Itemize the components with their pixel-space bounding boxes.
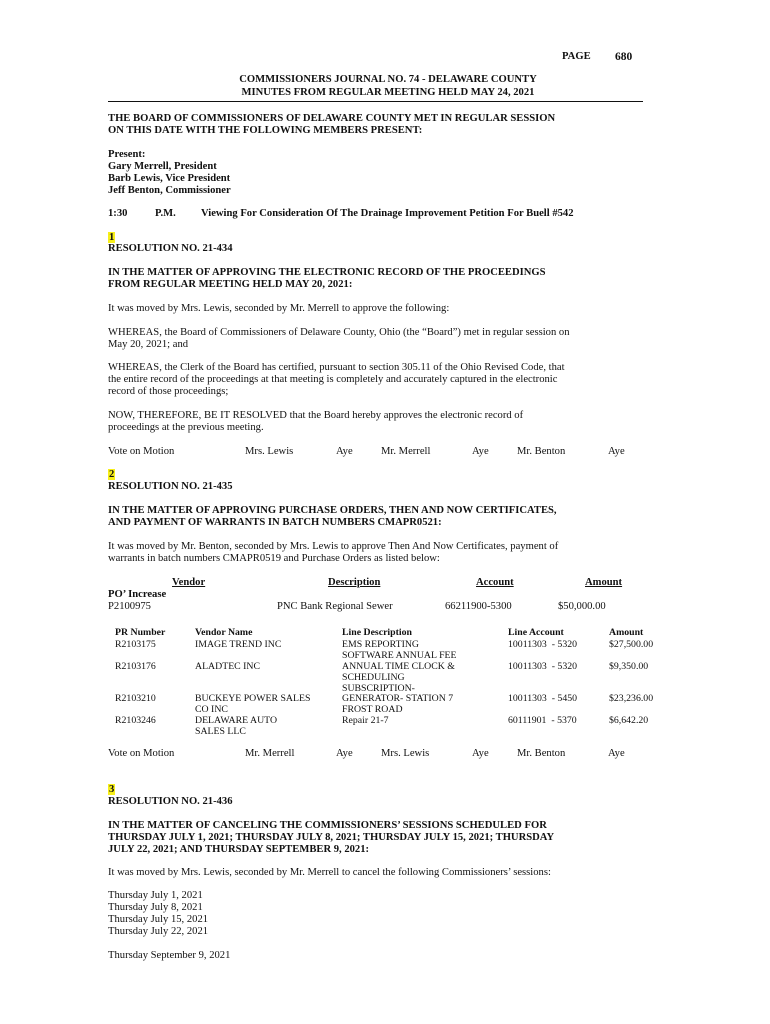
moved-text-2b: warrants in batch numbers CMAPR0519 and Purchase Orders as listed below:: [108, 553, 440, 564]
pr-row-1-line-a: EMS REPORTING: [342, 639, 419, 650]
member-3: Jeff Benton, Commissioner: [108, 185, 231, 196]
po-header-amount: Amount: [585, 577, 623, 588]
vote-member-1a: Mrs. Lewis: [245, 446, 294, 457]
agenda-time: 1:30: [108, 208, 128, 219]
po-header-description: Description: [328, 577, 381, 588]
pr-row-2-line-b: SCHEDULING: [342, 672, 405, 683]
now-therefore-a: NOW, THEREFORE, BE IT RESOLVED that the Board hereby approves the electronic record of: [108, 410, 524, 421]
agenda-ampm: P.M.: [155, 208, 176, 219]
whereas-2b: the entire record of the proceedings at that meeting is completely and accurately captured in the electronic: [108, 374, 558, 385]
session-date-5: Thursday September 9, 2021: [108, 950, 231, 961]
resolution-title-3a: IN THE MATTER OF CANCELING THE COMMISSIONERS’ SESSIONS SCHEDULED FOR: [108, 820, 547, 831]
intro-line-1: THE BOARD OF COMMISSIONERS OF DELAWARE COUNTY MET IN REGULAR SESSION: [108, 113, 556, 124]
pr-row-1-vendor: IMAGE TREND INC: [195, 639, 282, 650]
pr-header-vendor: Vendor Name: [195, 627, 253, 638]
pr-row-1-line-b: SOFTWARE ANNUAL FEE: [342, 650, 457, 661]
pr-row-4-line-a: Repair 21-7: [342, 715, 389, 726]
pr-row-2-account: 10011303 - 5320: [508, 661, 578, 672]
resolution-title-1a: IN THE MATTER OF APPROVING THE ELECTRONIC RECORD OF THE PROCEEDINGS: [108, 267, 546, 278]
member-1: Gary Merrell, President: [108, 161, 217, 172]
pr-row-3-line-a: GENERATOR- STATION 7: [342, 693, 454, 704]
po-increase-label: PO’ Increase: [108, 589, 167, 600]
pr-row-4-amount: $6,642.20: [609, 715, 649, 726]
pr-row-4-account: 60111901 - 5370: [508, 715, 577, 726]
vote-member-2b: Mrs. Lewis: [381, 748, 430, 759]
pr-row-3-number: R2103210: [115, 693, 156, 704]
pr-header-account: Line Account: [508, 627, 564, 638]
vote-value-1a: Aye: [336, 446, 353, 457]
resolution-number-2: RESOLUTION NO. 21-435: [108, 481, 233, 492]
resolution-number-3: RESOLUTION NO. 21-436: [108, 796, 233, 807]
pr-row-3-amount: $23,236.00: [609, 693, 654, 704]
resolution-title-3c: JULY 22, 2021; AND THURSDAY SEPTEMBER 9, 2021:: [108, 844, 370, 855]
minutes-line: MINUTES FROM REGULAR MEETING HELD MAY 24, 2021: [241, 87, 535, 98]
pr-row-2-vendor: ALADTEC INC: [195, 661, 261, 672]
vote-member-2c: Mr. Benton: [517, 748, 566, 759]
vote-member-1b: Mr. Merrell: [381, 446, 431, 457]
vote-label-1: Vote on Motion: [108, 446, 175, 457]
pr-header-amount: Amount: [609, 627, 644, 638]
page-label: PAGE: [562, 51, 591, 62]
pr-row-1-account: 10011303 - 5320: [508, 639, 578, 650]
now-therefore-b: proceedings at the previous meeting.: [108, 422, 264, 433]
pr-row-4-vendor-b: SALES LLC: [195, 726, 246, 737]
pr-row-3-account: 10011303 - 5450: [508, 693, 578, 704]
item-marker-3: 3: [109, 784, 115, 795]
pr-row-4-number: R2103246: [115, 715, 156, 726]
po-amount: $50,000.00: [558, 601, 606, 612]
resolution-number-1: RESOLUTION NO. 21-434: [108, 243, 233, 254]
po-number: P2100975: [108, 601, 151, 612]
vote-value-2b: Aye: [472, 748, 489, 759]
pr-row-2-amount: $9,350.00: [609, 661, 649, 672]
po-header-vendor: Vendor: [172, 577, 206, 588]
pr-header-number: PR Number: [115, 627, 166, 638]
pr-row-2-number: R2103176: [115, 661, 156, 672]
moved-text-1: It was moved by Mrs. Lewis, seconded by Mr. Merrell to approve the following:: [108, 303, 450, 314]
vote-value-1b: Aye: [472, 446, 489, 457]
session-date-3: Thursday July 15, 2021: [108, 914, 209, 925]
po-description: PNC Bank Regional Sewer: [277, 601, 393, 612]
vote-label-2: Vote on Motion: [108, 748, 175, 759]
pr-row-3-line-b: FROST ROAD: [342, 704, 403, 715]
resolution-title-2a: IN THE MATTER OF APPROVING PURCHASE ORDERS, THEN AND NOW CERTIFICATES,: [108, 505, 557, 516]
agenda-text: Viewing For Consideration Of The Drainage Improvement Petition For Buell #542: [201, 208, 574, 219]
item-marker-1: 1: [109, 232, 115, 243]
member-2: Barb Lewis, Vice President: [108, 173, 231, 184]
pr-row-4-vendor-a: DELAWARE AUTO: [195, 715, 278, 726]
resolution-title-2b: AND PAYMENT OF WARRANTS IN BATCH NUMBERS CMAPR0521:: [108, 517, 442, 528]
session-date-4: Thursday July 22, 2021: [108, 926, 209, 937]
moved-text-2a: It was moved by Mr. Benton, seconded by Mrs. Lewis to approve Then And Now Certificates, payment of: [108, 541, 559, 552]
pr-row-3-vendor-a: BUCKEYE POWER SALES: [195, 693, 311, 704]
session-date-2: Thursday July 8, 2021: [108, 902, 203, 913]
whereas-1a: WHEREAS, the Board of Commissioners of Delaware County, Ohio (the “Board”) met in regular session on: [108, 327, 570, 338]
resolution-title-3b: THURSDAY JULY 1, 2021; THURSDAY JULY 8, 2021; THURSDAY JULY 15, 2021; THURSDAY: [108, 832, 555, 843]
pr-row-2-line-c: SUBSCRIPTION-: [342, 683, 415, 694]
resolution-title-1b: FROM REGULAR MEETING HELD MAY 20, 2021:: [108, 279, 353, 290]
vote-value-1c: Aye: [608, 446, 625, 457]
pr-row-1-amount: $27,500.00: [609, 639, 654, 650]
header-rule: [108, 101, 643, 102]
moved-text-3: It was moved by Mrs. Lewis, seconded by Mr. Merrell to cancel the following Commissioners’ sessions:: [108, 867, 551, 878]
pr-row-1-number: R2103175: [115, 639, 156, 650]
whereas-2a: WHEREAS, the Clerk of the Board has certified, pursuant to section 305.11 of the Ohio Revised Code, that: [108, 362, 565, 373]
intro-line-2: ON THIS DATE WITH THE FOLLOWING MEMBERS PRESENT:: [108, 125, 423, 136]
vote-value-2c: Aye: [608, 748, 625, 759]
po-header-account: Account: [476, 577, 514, 588]
pr-row-3-vendor-b: CO INC: [195, 704, 228, 715]
pr-row-2-line-a: ANNUAL TIME CLOCK &: [342, 661, 455, 672]
vote-value-2a: Aye: [336, 748, 353, 759]
session-date-1: Thursday July 1, 2021: [108, 890, 203, 901]
page-number: 680: [615, 51, 633, 63]
present-label: Present:: [108, 149, 146, 160]
pr-header-line: Line Description: [342, 627, 412, 638]
journal-line: COMMISSIONERS JOURNAL NO. 74 - DELAWARE COUNTY: [239, 74, 537, 85]
whereas-2c: record of those proceedings;: [108, 386, 229, 397]
vote-member-2a: Mr. Merrell: [245, 748, 295, 759]
vote-member-1c: Mr. Benton: [517, 446, 566, 457]
item-marker-2: 2: [109, 469, 115, 480]
po-account: 66211900-5300: [445, 601, 512, 612]
whereas-1b: May 20, 2021; and: [108, 339, 189, 350]
